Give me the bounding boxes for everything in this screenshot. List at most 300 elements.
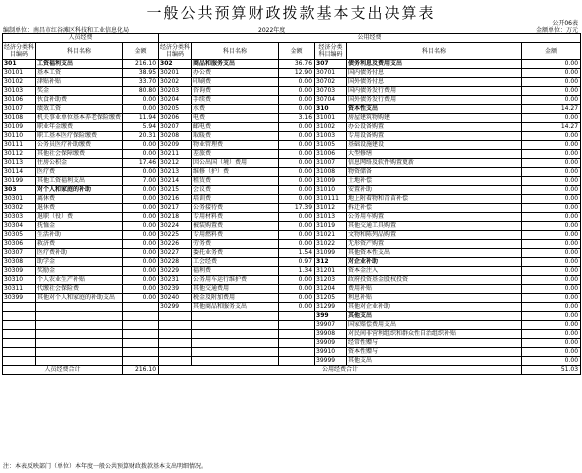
public-code-b-cell: 31019 (315, 222, 347, 231)
personnel-name-cell: 代缴社会保险费 (36, 285, 123, 294)
public-name-b-cell: 公务用车购置 (347, 213, 522, 222)
public-code-b-cell: 31203 (315, 276, 347, 285)
public-name-b-cell: 对企业补助 (347, 258, 522, 267)
public-name-b-cell: 专用设备购置 (347, 132, 522, 141)
public-name-a-cell: 公务接待费 (192, 204, 279, 213)
table-row (3, 276, 581, 285)
personnel-code-cell: 30304 (3, 222, 36, 231)
public-name-b-cell: 信息网络及软件购置更新 (347, 159, 522, 168)
public-name-b-cell: 资本性赠与 (347, 348, 522, 357)
personnel-code-cell: 30307 (3, 249, 36, 258)
public-code-b-cell: 310111 (315, 195, 347, 204)
public-name-a-cell: 手续费 (192, 96, 279, 105)
public-amount-a-cell (279, 312, 315, 321)
public-amount-b-cell: 0.00 (522, 303, 581, 312)
public-amount-b-cell: 0.00 (522, 258, 581, 267)
public-amount-b-cell: 0.00 (522, 267, 581, 276)
expenditure-table (2, 33, 581, 375)
table-row (3, 159, 581, 168)
public-amount-a-cell: 0.00 (279, 78, 315, 87)
public-name-b-cell: 其他资本性支出 (347, 249, 522, 258)
personnel-code-cell: 30399 (3, 294, 36, 303)
public-code-a-cell: 30214 (159, 177, 192, 186)
personnel-amount-cell: 0.00 (123, 195, 159, 204)
personnel-amount-cell: 38.95 (123, 69, 159, 78)
personnel-code-cell: 30114 (3, 168, 36, 177)
public-code-a-cell: 30229 (159, 267, 192, 276)
public-amount-a-cell (279, 339, 315, 348)
public-amount-a-cell: 1.34 (279, 267, 315, 276)
public-name-b-cell: 资本金注入 (347, 267, 522, 276)
public-amount-a-cell: 36.76 (279, 60, 315, 69)
public-amount-a-cell: 0.00 (279, 177, 315, 186)
public-code-a-cell: 30202 (159, 78, 192, 87)
personnel-amount-cell (123, 303, 159, 312)
public-name-b-cell: 拆迁补偿 (347, 204, 522, 213)
public-amount-b-cell: 0.00 (522, 60, 581, 69)
public-code-a-cell: 30231 (159, 276, 192, 285)
personnel-name-cell: 退休费 (36, 204, 123, 213)
personnel-name-cell: 生活补助 (36, 231, 123, 240)
table-row (3, 240, 581, 249)
public-amount-a-cell: 0.00 (279, 159, 315, 168)
public-code-b-cell: 399 (315, 312, 347, 321)
personnel-code-cell: 30306 (3, 240, 36, 249)
public-amount-b-cell: 0.00 (522, 321, 581, 330)
table-row (3, 249, 581, 258)
public-code-a-cell: 30216 (159, 195, 192, 204)
personnel-name-cell: 离休费 (36, 195, 123, 204)
public-name-b-cell: 国外债务付息 (347, 78, 522, 87)
personnel-amount-cell: 7.00 (123, 177, 159, 186)
personnel-name-cell (36, 312, 123, 321)
public-code-a-cell: 30206 (159, 114, 192, 123)
public-name-a-cell: 因公出国（境）费用 (192, 159, 279, 168)
public-name-a-cell: 其他商品和服务支出 (192, 303, 279, 312)
public-name-b-cell: 其他对企业补助 (347, 303, 522, 312)
public-amount-a-cell (279, 321, 315, 330)
public-amount-b-cell: 14.27 (522, 105, 581, 114)
public-name-b-cell: 对民间非营利组织和群众性自治组织补贴 (347, 330, 522, 339)
table-row (3, 195, 581, 204)
public-amount-a-cell (279, 330, 315, 339)
personnel-amount-cell: 0.00 (123, 141, 159, 150)
personnel-name-cell: 绩效工资 (36, 105, 123, 114)
personnel-name-cell: 伙食补助费 (36, 96, 123, 105)
public-total-label: 公用经费合计 (159, 366, 522, 375)
public-name-a-cell: 劳务费 (192, 240, 279, 249)
public-name-a-cell: 专用燃料费 (192, 231, 279, 240)
footnote: 注：本表反映部门（单位）本年度一般公共预算财政拨款基本支出明细情况。 (3, 463, 208, 470)
personnel-name-cell: 其他对个人和家庭的补助支出 (36, 294, 123, 303)
personnel-code-cell: 30309 (3, 267, 36, 276)
personnel-amount-cell: 0.00 (123, 285, 159, 294)
table-row (3, 105, 581, 114)
public-section-header: 公用经费 (159, 34, 581, 43)
public-amount-a-cell: 0.00 (279, 150, 315, 159)
public-code-a-cell (159, 339, 192, 348)
personnel-name-cell: 奖金 (36, 87, 123, 96)
personnel-amount-cell: 0.00 (123, 204, 159, 213)
public-code-a-cell: 30217 (159, 204, 192, 213)
column-header-amount: 金额 (522, 43, 581, 60)
personnel-code-cell: 30302 (3, 204, 36, 213)
public-name-b-cell: 国内债务付息 (347, 69, 522, 78)
personnel-amount-cell: 0.00 (123, 231, 159, 240)
personnel-name-cell: 救济费 (36, 240, 123, 249)
public-amount-b-cell: 0.00 (522, 96, 581, 105)
public-code-a-cell: 30208 (159, 132, 192, 141)
public-amount-b-cell: 0.00 (522, 231, 581, 240)
public-code-b-cell: 31008 (315, 168, 347, 177)
table-row (3, 150, 581, 159)
table-row (3, 339, 581, 348)
public-amount-b-cell: 0.00 (522, 159, 581, 168)
fiscal-year: 2022年度 (258, 27, 286, 34)
public-amount-a-cell: 0.97 (279, 258, 315, 267)
personnel-amount-cell (123, 312, 159, 321)
personnel-amount-cell: 0.00 (123, 258, 159, 267)
personnel-amount-cell: 0.00 (123, 276, 159, 285)
public-amount-a-cell: 0.00 (279, 303, 315, 312)
personnel-name-cell (36, 303, 123, 312)
personnel-amount-cell: 0.00 (123, 150, 159, 159)
public-code-a-cell (159, 321, 192, 330)
public-code-a-cell: 30228 (159, 258, 192, 267)
public-code-a-cell: 30207 (159, 123, 192, 132)
public-name-a-cell: 物业管理费 (192, 141, 279, 150)
table-row (3, 357, 581, 366)
table-row (3, 69, 581, 78)
public-code-a-cell: 302 (159, 60, 192, 69)
personnel-code-cell: 30108 (3, 114, 36, 123)
personnel-total-value: 216.10 (123, 366, 159, 375)
public-amount-b-cell: 0.00 (522, 168, 581, 177)
personnel-name-cell (36, 321, 123, 330)
public-code-b-cell: 312 (315, 258, 347, 267)
public-code-b-cell: 30703 (315, 87, 347, 96)
personnel-amount-cell (123, 348, 159, 357)
public-name-a-cell: 印刷费 (192, 78, 279, 87)
personnel-code-cell: 30311 (3, 285, 36, 294)
public-amount-b-cell: 0.00 (522, 213, 581, 222)
public-name-a-cell (192, 348, 279, 357)
personnel-code-cell: 30199 (3, 177, 36, 186)
public-name-a-cell (192, 330, 279, 339)
public-amount-a-cell: 0.00 (279, 195, 315, 204)
public-amount-b-cell: 0.00 (522, 177, 581, 186)
table-row (3, 177, 581, 186)
public-amount-b-cell: 0.00 (522, 339, 581, 348)
public-amount-a-cell: 12.90 (279, 69, 315, 78)
personnel-code-cell: 30305 (3, 231, 36, 240)
personnel-amount-cell (123, 321, 159, 330)
public-name-a-cell: 专用材料费 (192, 213, 279, 222)
public-code-b-cell: 31099 (315, 249, 347, 258)
public-code-b-cell: 39999 (315, 357, 347, 366)
table-row (3, 141, 581, 150)
public-code-b-cell: 31003 (315, 132, 347, 141)
personnel-code-cell (3, 330, 36, 339)
personnel-code-cell: 30110 (3, 132, 36, 141)
public-name-a-cell: 维修（护）费 (192, 168, 279, 177)
public-name-a-cell: 福利费 (192, 267, 279, 276)
public-name-b-cell: 债务利息及费用支出 (347, 60, 522, 69)
table-row (3, 87, 581, 96)
personnel-amount-cell: 80.80 (123, 87, 159, 96)
personnel-name-cell: 退职（役）费 (36, 213, 123, 222)
public-name-a-cell: 委托业务费 (192, 249, 279, 258)
public-name-b-cell: 费用补贴 (347, 285, 522, 294)
column-header-name: 科目名称 (347, 43, 522, 60)
public-name-b-cell: 国外债务发行费用 (347, 96, 522, 105)
personnel-code-cell (3, 321, 36, 330)
public-amount-b-cell: 0.00 (522, 312, 581, 321)
personnel-code-cell: 30113 (3, 159, 36, 168)
public-amount-a-cell: 0.00 (279, 87, 315, 96)
public-amount-a-cell (279, 357, 315, 366)
public-code-a-cell: 30211 (159, 150, 192, 159)
public-code-a-cell: 30204 (159, 96, 192, 105)
public-name-a-cell: 邮电费 (192, 123, 279, 132)
public-code-a-cell: 30212 (159, 159, 192, 168)
personnel-code-cell: 30106 (3, 96, 36, 105)
public-code-a-cell: 30240 (159, 294, 192, 303)
public-amount-b-cell: 0.00 (522, 357, 581, 366)
public-amount-b-cell: 14.27 (522, 123, 581, 132)
public-amount-a-cell: 0.00 (279, 285, 315, 294)
personnel-name-cell: 对个人和家庭的补助 (36, 186, 123, 195)
personnel-code-cell: 30310 (3, 276, 36, 285)
public-name-b-cell: 国内债务发行费用 (347, 87, 522, 96)
public-amount-a-cell: 0.00 (279, 123, 315, 132)
personnel-name-cell (36, 348, 123, 357)
public-amount-a-cell: 0.00 (279, 105, 315, 114)
personnel-name-cell: 其他社会保障缴费 (36, 150, 123, 159)
table-row (3, 267, 581, 276)
public-name-b-cell: 文物和陈列品购置 (347, 231, 522, 240)
table-body (3, 60, 581, 366)
column-header-code: 经济分类科目编码 (315, 43, 347, 60)
public-code-a-cell: 30203 (159, 87, 192, 96)
currency-unit: 金额单位：万元 (535, 27, 578, 34)
personnel-amount-cell: 216.10 (123, 60, 159, 69)
column-header-name: 科目名称 (192, 43, 279, 60)
public-code-a-cell: 30213 (159, 168, 192, 177)
personnel-section-header: 人员经费 (3, 34, 159, 43)
public-amount-a-cell: 0.00 (279, 231, 315, 240)
public-code-b-cell: 31009 (315, 177, 347, 186)
table-row (3, 258, 581, 267)
personnel-amount-cell: 0.00 (123, 240, 159, 249)
personnel-amount-cell (123, 330, 159, 339)
personnel-code-cell: 30107 (3, 105, 36, 114)
public-name-a-cell: 其他交通费用 (192, 285, 279, 294)
public-name-a-cell: 租赁费 (192, 177, 279, 186)
public-amount-b-cell: 0.00 (522, 249, 581, 258)
public-name-a-cell: 商品和服务支出 (192, 60, 279, 69)
personnel-name-cell: 医疗费 (36, 168, 123, 177)
public-name-a-cell: 被装购置费 (192, 222, 279, 231)
personnel-code-cell (3, 303, 36, 312)
table-row (3, 312, 581, 321)
public-code-a-cell (159, 348, 192, 357)
public-name-a-cell: 工会经费 (192, 258, 279, 267)
column-header-code: 经济分类科目编码 (4, 44, 35, 58)
personnel-amount-cell: 11.94 (123, 114, 159, 123)
personnel-name-cell: 抚恤金 (36, 222, 123, 231)
public-code-a-cell (159, 330, 192, 339)
personnel-name-cell: 职业年金缴费 (36, 123, 123, 132)
column-header-amount: 金额 (123, 43, 159, 60)
public-amount-b-cell: 0.00 (522, 186, 581, 195)
public-name-b-cell: 其他交通工具购置 (347, 222, 522, 231)
public-amount-b-cell: 0.00 (522, 150, 581, 159)
table-row (3, 231, 581, 240)
table-row (3, 348, 581, 357)
table-row (3, 204, 581, 213)
public-code-b-cell: 31010 (315, 186, 347, 195)
personnel-amount-cell: 5.94 (123, 123, 159, 132)
personnel-name-cell: 机关事业单位基本养老保险缴费 (37, 114, 122, 121)
public-code-b-cell: 31005 (315, 141, 347, 150)
public-name-a-cell (192, 339, 279, 348)
public-amount-b-cell: 0.00 (522, 294, 581, 303)
personnel-name-cell: 住房公积金 (36, 159, 123, 168)
table-row (3, 60, 581, 69)
page-title: 一般公共预算财政拨款基本支出决算表 (146, 4, 436, 22)
public-code-b-cell: 31001 (315, 114, 347, 123)
public-amount-a-cell: 3.16 (279, 114, 315, 123)
totals-row (3, 366, 581, 375)
public-name-a-cell (192, 357, 279, 366)
public-code-a-cell: 30209 (159, 141, 192, 150)
public-code-b-cell: 30704 (315, 96, 347, 105)
personnel-name-cell: 其他工资福利支出 (36, 177, 123, 186)
public-amount-b-cell: 0.00 (522, 78, 581, 87)
personnel-code-cell: 30112 (3, 150, 36, 159)
public-code-b-cell: 31299 (315, 303, 347, 312)
personnel-amount-cell: 20.31 (123, 132, 159, 141)
public-code-a-cell: 30226 (159, 240, 192, 249)
personnel-name-cell (36, 357, 123, 366)
public-code-b-cell: 31022 (315, 240, 347, 249)
personnel-name-cell: 医疗费补助 (36, 249, 123, 258)
table-row (3, 321, 581, 330)
public-name-a-cell (192, 321, 279, 330)
public-name-a-cell: 培训费 (192, 195, 279, 204)
public-code-b-cell: 31205 (315, 294, 347, 303)
table-row (3, 222, 581, 231)
personnel-name-cell (36, 330, 123, 339)
public-code-b-cell: 39910 (315, 348, 347, 357)
public-amount-b-cell: 0.00 (522, 204, 581, 213)
personnel-amount-cell: 0.00 (123, 267, 159, 276)
public-total-value: 51.03 (522, 366, 581, 375)
table-row (3, 132, 581, 141)
table-row (3, 78, 581, 87)
personnel-name-cell: 个人农业生产补贴 (36, 276, 123, 285)
table-row (3, 168, 581, 177)
public-amount-a-cell: 0.00 (279, 132, 315, 141)
public-amount-a-cell: 0.00 (279, 276, 315, 285)
personnel-code-cell: 301 (3, 60, 36, 69)
public-amount-b-cell: 0.00 (522, 132, 581, 141)
public-name-a-cell: 取暖费 (192, 132, 279, 141)
personnel-amount-cell (123, 357, 159, 366)
public-name-a-cell: 水费 (192, 105, 279, 114)
public-name-a-cell: 办公费 (192, 69, 279, 78)
personnel-name-cell: 工资福利支出 (36, 60, 123, 69)
public-amount-b-cell: 0.00 (522, 114, 581, 123)
personnel-name-cell: 基本工资 (36, 69, 123, 78)
section-header-row (3, 34, 581, 43)
public-amount-a-cell: 17.39 (279, 204, 315, 213)
public-amount-b-cell: 0.00 (522, 195, 581, 204)
personnel-code-cell (3, 339, 36, 348)
personnel-code-cell: 30301 (3, 195, 36, 204)
personnel-code-cell: 30102 (3, 78, 36, 87)
personnel-name-cell: 津贴补贴 (36, 78, 123, 87)
public-name-a-cell: 差旅费 (192, 150, 279, 159)
public-amount-b-cell: 0.00 (522, 222, 581, 231)
personnel-amount-cell: 0.00 (123, 213, 159, 222)
public-amount-b-cell: 0.00 (522, 69, 581, 78)
public-name-b-cell: 资本性支出 (347, 105, 522, 114)
public-amount-b-cell: 0.00 (522, 141, 581, 150)
public-code-b-cell: 31012 (315, 204, 347, 213)
table-row (3, 285, 581, 294)
public-code-a-cell (159, 312, 192, 321)
public-code-b-cell: 310 (315, 105, 347, 114)
personnel-code-cell: 30101 (3, 69, 36, 78)
public-amount-a-cell: 0.00 (279, 141, 315, 150)
personnel-amount-cell: 17.46 (123, 159, 159, 168)
public-name-b-cell: 政府投资基金股权投资 (347, 276, 522, 285)
public-amount-a-cell: 0.00 (279, 294, 315, 303)
personnel-name-cell: 助学金 (36, 258, 123, 267)
personnel-code-cell (3, 312, 36, 321)
public-amount-a-cell: 0.00 (279, 168, 315, 177)
compiling-unit: 编制单位：南昌市红谷滩区科技和工业信息化局 (3, 27, 130, 34)
public-code-b-cell: 30701 (315, 69, 347, 78)
personnel-name-cell: 公务员医疗补助缴费 (36, 141, 123, 150)
public-amount-a-cell: 0.00 (279, 186, 315, 195)
table-row (3, 186, 581, 195)
public-name-b-cell: 国家赔偿费用支出 (347, 321, 522, 330)
personnel-amount-cell: 0.00 (123, 105, 159, 114)
table-row (3, 96, 581, 105)
public-name-a-cell (192, 312, 279, 321)
public-name-b-cell: 其他支出 (347, 357, 522, 366)
personnel-total-label: 人员经费合计 (3, 366, 123, 375)
public-code-b-cell: 39909 (315, 339, 347, 348)
public-name-a-cell: 咨询费 (192, 87, 279, 96)
table-row (3, 114, 581, 123)
personnel-amount-cell: 0.00 (123, 294, 159, 303)
public-code-a-cell: 30201 (159, 69, 192, 78)
column-header-name: 科目名称 (36, 43, 123, 60)
public-name-b-cell: 土地补偿 (347, 177, 522, 186)
personnel-code-cell: 30303 (3, 213, 36, 222)
public-name-b-cell: 无形资产购置 (347, 240, 522, 249)
public-code-b-cell: 307 (315, 60, 347, 69)
personnel-amount-cell: 0.00 (123, 168, 159, 177)
public-amount-a-cell: 0.00 (279, 213, 315, 222)
table-row (3, 213, 581, 222)
public-amount-b-cell: 0.00 (522, 87, 581, 96)
public-name-b-cell: 办公设备购置 (347, 123, 522, 132)
